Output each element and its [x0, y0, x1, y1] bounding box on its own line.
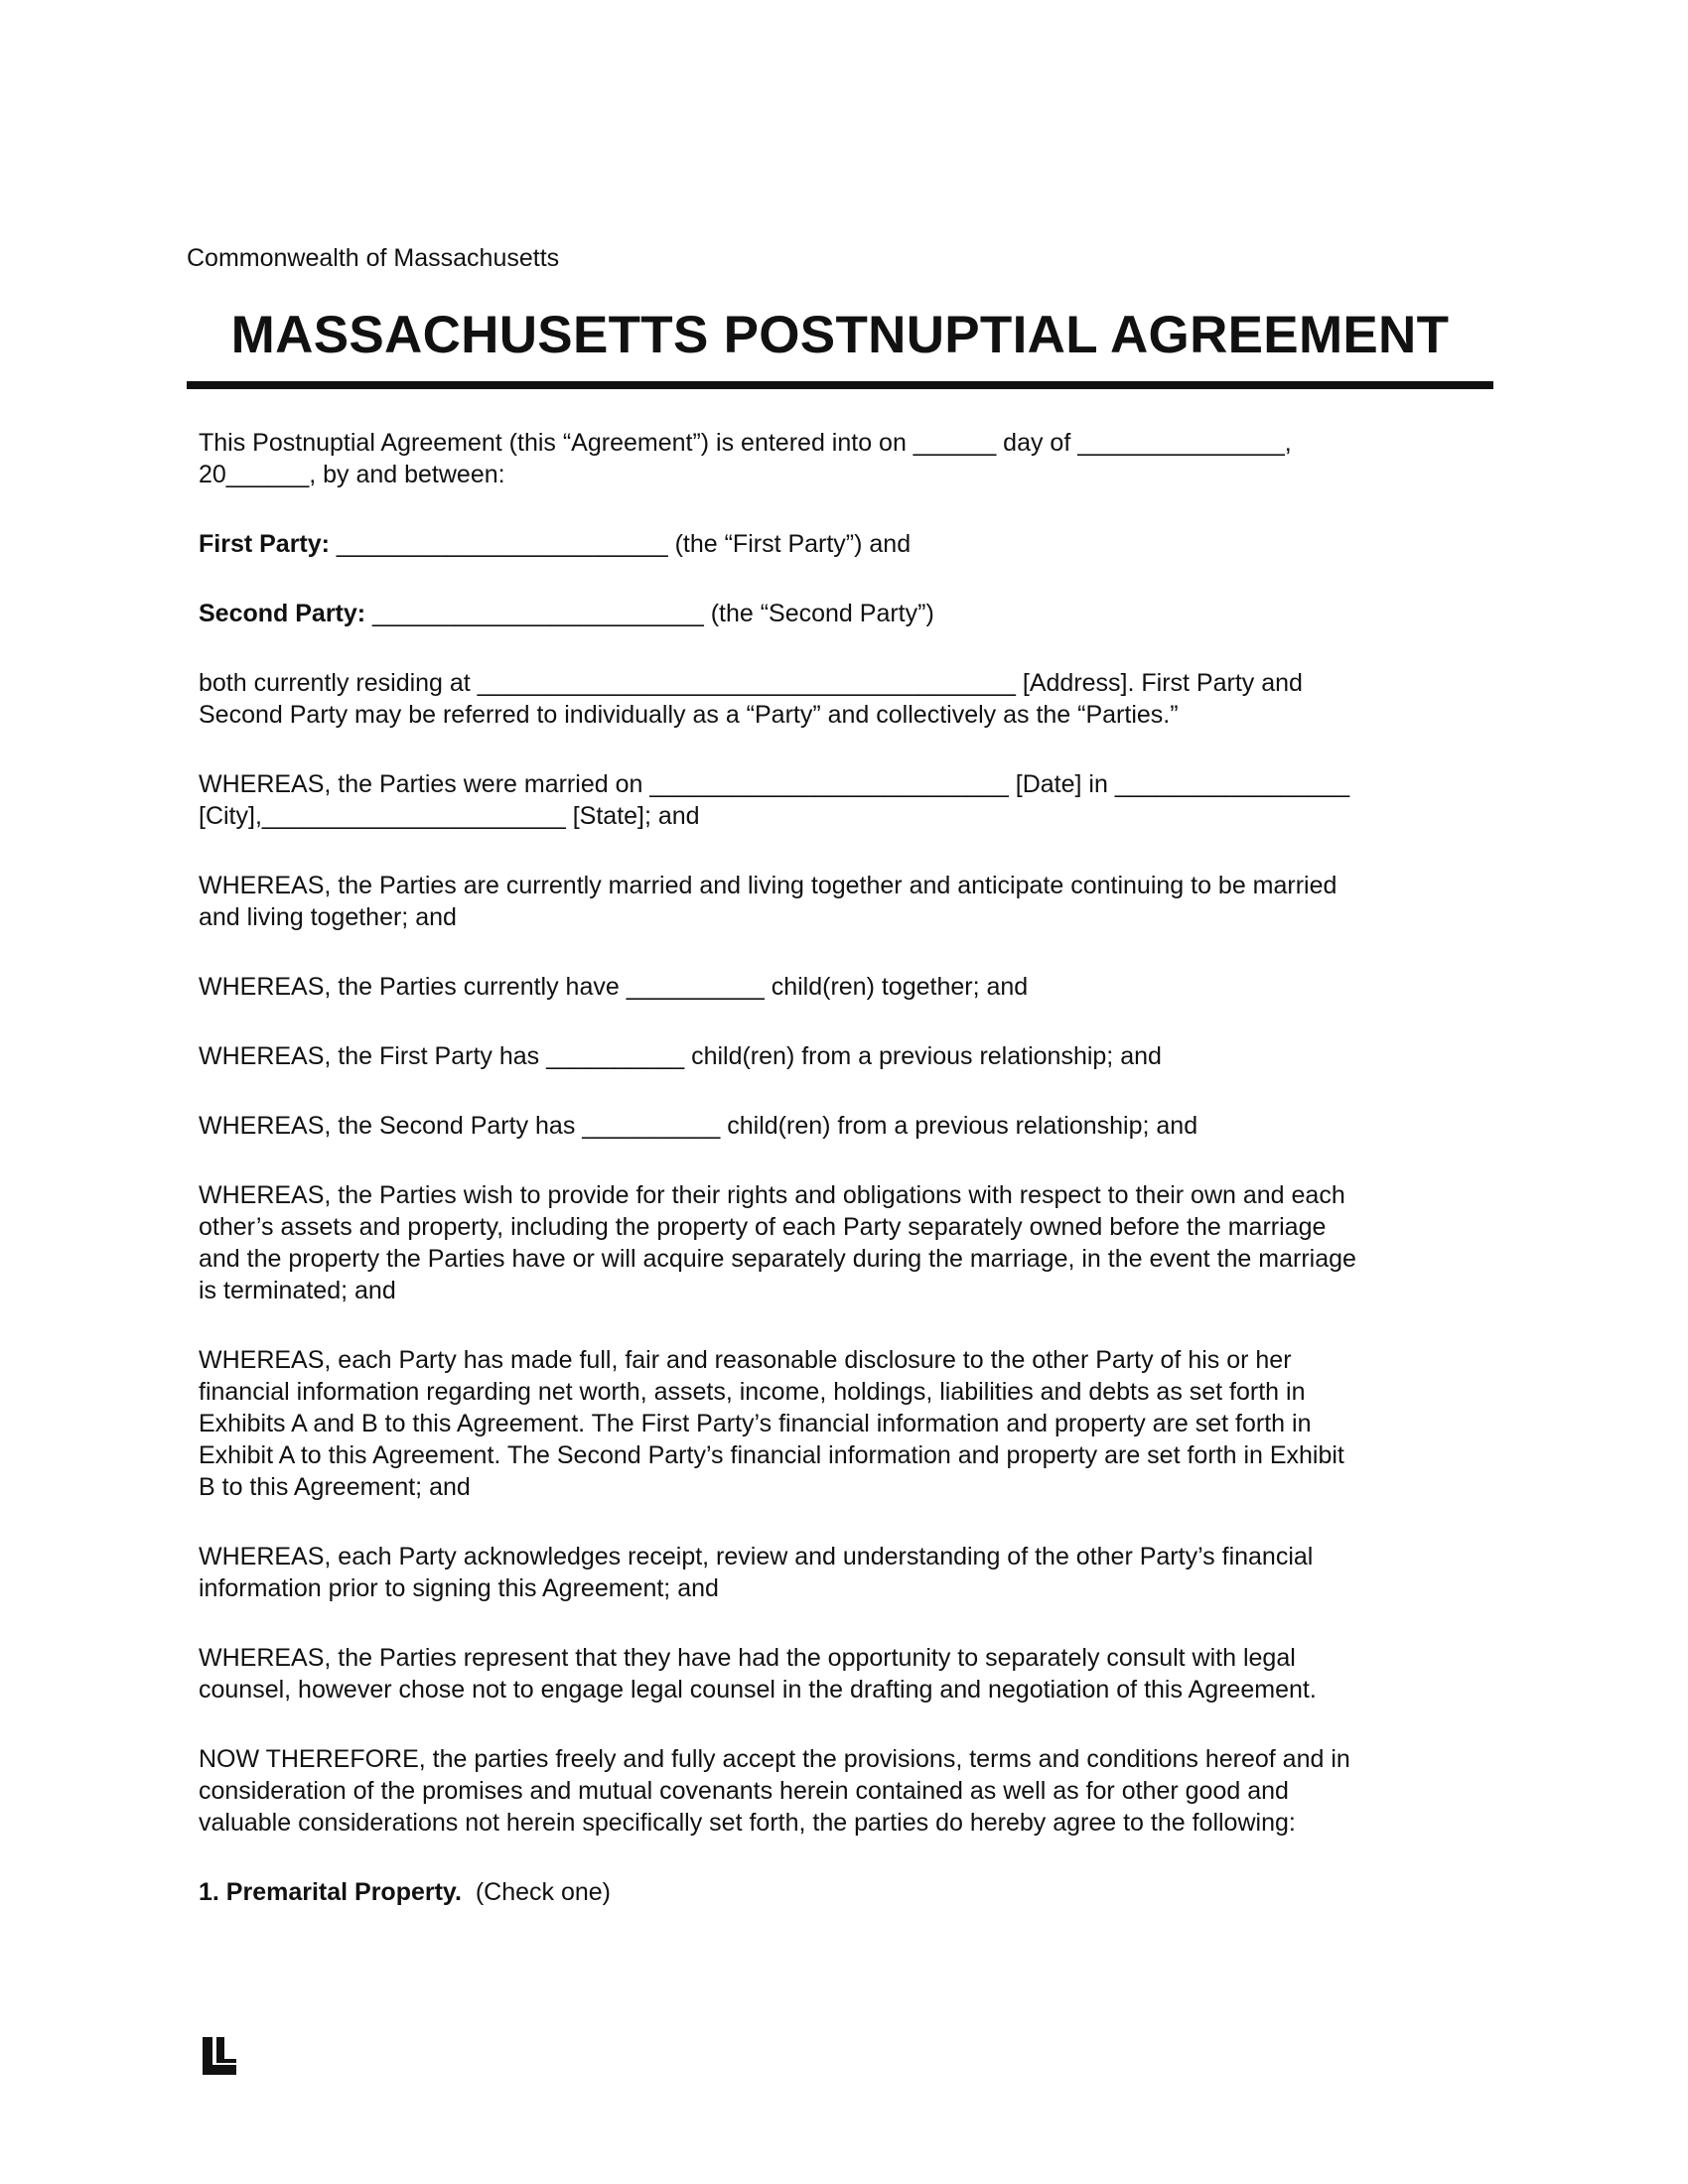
now-therefore: NOW THEREFORE, the parties freely and fully accept the provisions, terms and conditions hereof and in [199, 1745, 1350, 1773]
first-party-line [199, 528, 1489, 560]
whereas-receipt: WHEREAS, each Party acknowledges receipt, review and understanding of the other Party’s financial [199, 1543, 1314, 1570]
whereas-children-first: WHEREAS, the First Party has __________ child(ren) from a previous relationship; and [199, 1042, 1162, 1070]
whereas-provide: other’s assets and property, including the property of each Party separately owned before the marriage [199, 1213, 1327, 1241]
whereas-provide: and the property the Parties have or will acquire separately during the marriage, in the event the marriage [199, 1245, 1356, 1273]
second-party-label: Second Party: [199, 600, 366, 627]
jurisdiction-label: Commonwealth of Massachusetts [187, 244, 560, 272]
page-title: MASSACHUSETTS POSTNUPTIAL AGREEMENT [230, 306, 1450, 364]
section-heading [199, 1876, 1489, 1908]
whereas-married: [City],______________________ [State]; and [199, 802, 700, 830]
whereas-married: WHEREAS, the Parties were married on __________________________ [Date] in _________________ [199, 770, 1350, 798]
intro-line: 20______, by and between: [199, 461, 505, 488]
whereas-living: WHEREAS, the Parties are currently married and living together and anticipate continuing to be married [199, 872, 1337, 899]
document-logo-icon [199, 2035, 240, 2077]
section-1-label: 1. Premarital Property. [199, 1878, 462, 1906]
residing-line: Second Party may be referred to individually as a “Party” and collectively as the “Parties.” [199, 701, 1179, 729]
first-party-label: First Party: [199, 530, 330, 558]
section-1-instruction: (Check one) [461, 1878, 611, 1906]
now-therefore: consideration of the promises and mutual covenants herein contained as well as for other good and [199, 1777, 1289, 1805]
whereas-receipt: information prior to signing this Agreement; and [199, 1574, 719, 1602]
whereas-disclosure: B to this Agreement; and [199, 1473, 471, 1501]
agreement-body [199, 427, 1489, 1908]
whereas-children-second: WHEREAS, the Second Party has __________ child(ren) from a previous relationship; and [199, 1112, 1198, 1140]
whereas-disclosure: WHEREAS, each Party has made full, fair and reasonable disclosure to the other Party of his or her [199, 1346, 1292, 1374]
whereas-provide: is terminated; and [199, 1277, 396, 1304]
second-party-blank: ________________________ (the “Second Party”) [365, 600, 934, 627]
whereas-counsel: counsel, however chose not to engage legal counsel in the drafting and negotiation of this Agreement. [199, 1676, 1317, 1704]
whereas-disclosure: Exhibit A to this Agreement. The Second Party’s financial information and property are set forth in Exhibit [199, 1441, 1344, 1469]
whereas-children-together: WHEREAS, the Parties currently have __________ child(ren) together; and [199, 973, 1029, 1001]
second-party-line [199, 598, 1489, 629]
residing-line: both currently residing at _______________________________________ [Address]. First Party and [199, 669, 1303, 697]
title-divider [187, 381, 1493, 389]
now-therefore: valuable considerations not herein specifically set forth, the parties do hereby agree to the following: [199, 1809, 1296, 1837]
whereas-counsel: WHEREAS, the Parties represent that they have had the opportunity to separately consult with legal [199, 1644, 1296, 1672]
whereas-provide: WHEREAS, the Parties wish to provide for their rights and obligations with respect to their own and each [199, 1181, 1345, 1209]
first-party-blank: ________________________ (the “First Party”) and [329, 530, 912, 558]
whereas-living: and living together; and [199, 903, 457, 931]
whereas-disclosure: financial information regarding net worth, assets, income, holdings, liabilities and debts as set forth in [199, 1378, 1306, 1406]
whereas-disclosure: Exhibits A and B to this Agreement. The First Party’s financial information and property are set forth in [199, 1410, 1312, 1437]
intro-line: This Postnuptial Agreement (this “Agreement”) is entered into on ______ day of _______________, [199, 429, 1292, 457]
